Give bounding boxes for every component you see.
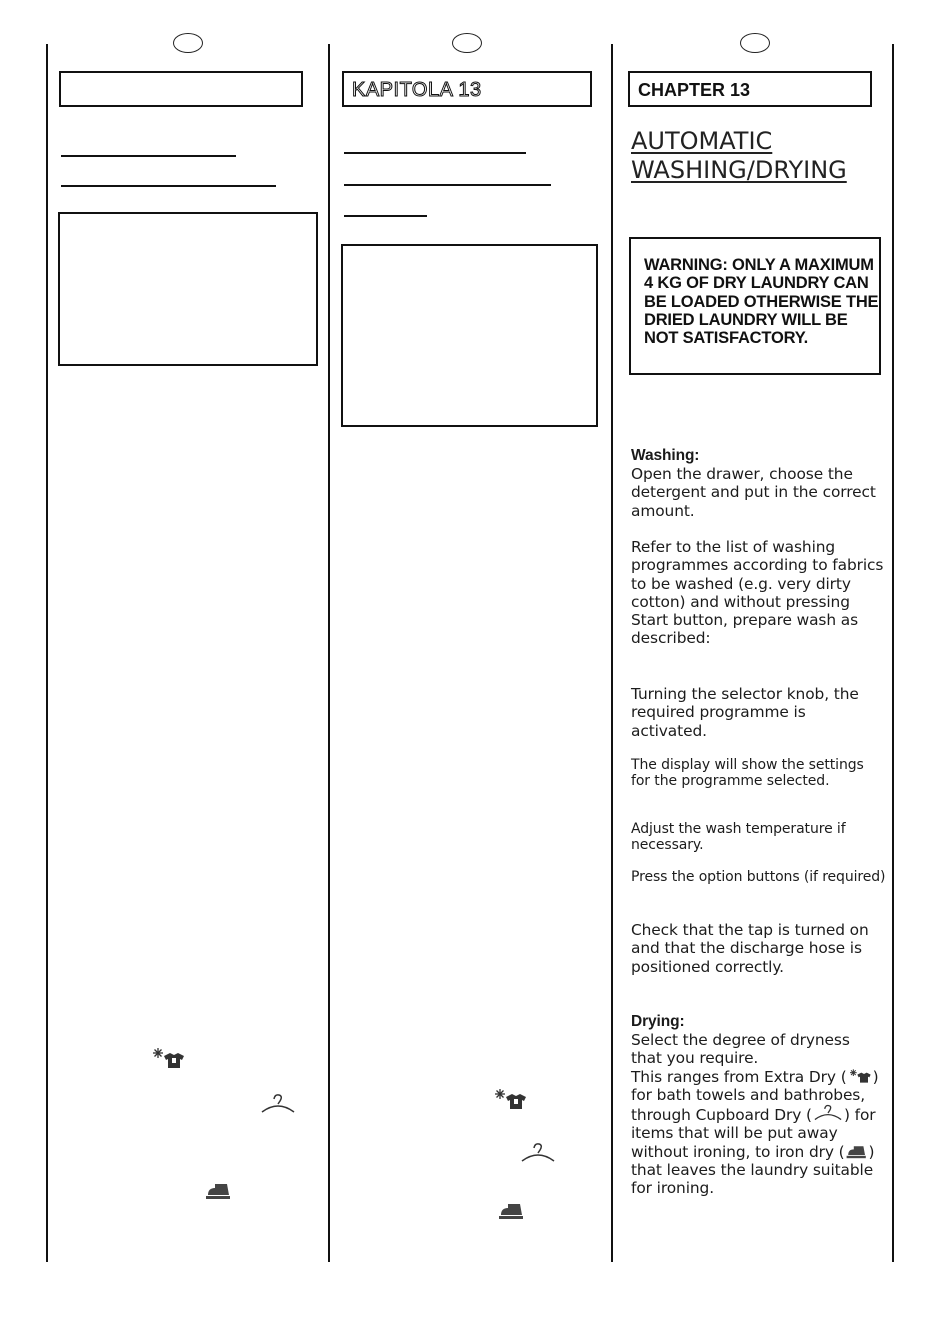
chapter-label-col2: KAPITOLA 13 <box>352 79 482 101</box>
cupboard-dry-icon <box>260 1093 296 1115</box>
drying-text-b: ) for bath towels and bathrobes, through Cupboard Dry ( <box>631 1067 879 1125</box>
washing-paragraph-4: The display will show the settings for the programme selected. <box>631 757 864 789</box>
drying-text-a: This ranges from Extra Dry ( <box>631 1067 847 1086</box>
chapter-box-col2 <box>342 71 592 107</box>
title-rule-col2-a <box>344 152 526 154</box>
washing-paragraph-7: Check that the tap is turned on and that the discharge hose is positioned correctly. <box>631 921 869 976</box>
iron-dry-icon <box>498 1200 526 1220</box>
drying-paragraph-1: Select the degree of dryness that you require. <box>631 1031 850 1068</box>
warning-box: WARNING: ONLY A MAXIMUM 4 KG OF DRY LAUNDRY CAN BE LOADED OTHERWISE THE DRIED LAUNDRY WILL BE NOT SATISFACTORY. <box>629 237 881 375</box>
cupboard-dry-icon <box>520 1142 556 1164</box>
section-title: AUTOMATIC WASHING/DRYING <box>631 127 847 184</box>
language-circle-3 <box>740 33 770 53</box>
washing-paragraph-3: Turning the selector knob, the required programme is activated. <box>631 685 859 740</box>
column-divider-2 <box>611 44 613 1262</box>
chapter-box-col3 <box>628 71 872 107</box>
drying-text-c: ) for items that will be put away without ironing, to iron dry ( <box>631 1106 876 1161</box>
extra-dry-icon <box>492 1087 528 1113</box>
iron-dry-icon <box>205 1180 233 1200</box>
chapter-label-col3: CHAPTER 13 <box>638 80 751 100</box>
title-rule-col1-a <box>61 155 236 157</box>
drying-section <box>631 1013 883 1198</box>
language-circle-2 <box>452 33 482 53</box>
extra-dry-icon <box>847 1068 873 1084</box>
washing-section <box>631 447 886 520</box>
language-circle-1 <box>173 33 203 53</box>
cupboard-dry-icon <box>812 1104 844 1122</box>
iron-dry-icon <box>845 1143 869 1159</box>
washing-heading: Washing: <box>631 447 700 464</box>
warning-box-col1 <box>58 212 318 366</box>
drying-heading: Drying: <box>631 1013 685 1030</box>
washing-paragraph-6: Press the option buttons (if required) <box>631 869 886 885</box>
column-divider-right <box>892 44 894 1262</box>
title-rule-col1-b <box>61 185 276 187</box>
title-rule-col2-c <box>344 215 427 217</box>
washing-paragraph-5: Adjust the wash temperature if necessary. <box>631 821 846 853</box>
chapter-box-col1 <box>59 71 303 107</box>
drying-text-d: ) that leaves the laundry suitable for ironing. <box>631 1142 875 1198</box>
washing-paragraph-2: Refer to the list of washing programmes according to fabrics to be washed (e.g. very dirty cotton) and without pressing Start button, prepare wash as described: <box>631 538 884 648</box>
title-rule-col2-b <box>344 184 551 186</box>
column-divider-left <box>46 44 48 1262</box>
warning-box-col2 <box>341 244 598 427</box>
extra-dry-icon <box>150 1046 186 1072</box>
column-divider-1 <box>328 44 330 1262</box>
washing-paragraph-1: Open the drawer, choose the detergent and put in the correct amount. <box>631 465 876 520</box>
